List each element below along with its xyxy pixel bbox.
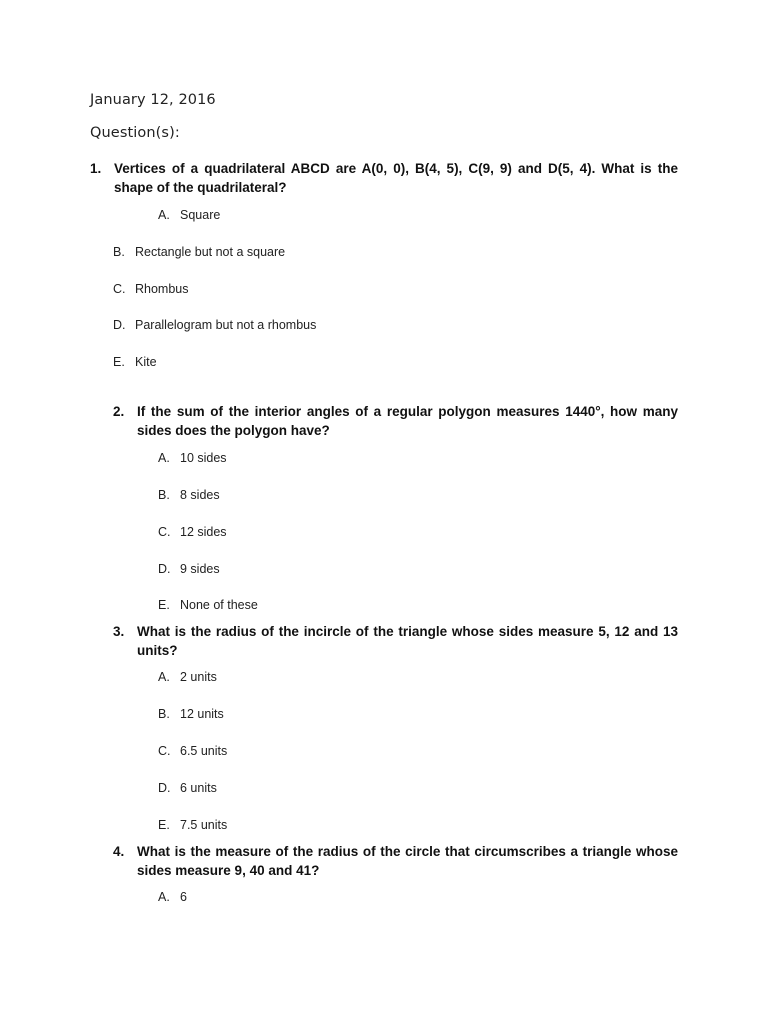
option-text: 12 units: [180, 707, 224, 721]
option-1d: [113, 318, 316, 332]
option-letter: C.: [113, 282, 126, 296]
option-3b: [158, 707, 224, 721]
option-1c: [113, 282, 189, 296]
question-4: [113, 842, 678, 880]
option-letter: B.: [113, 245, 125, 259]
option-2a: [158, 451, 227, 465]
option-letter: A.: [158, 208, 170, 222]
option-text: 6.5 units: [180, 744, 228, 758]
question-number: 4.: [113, 844, 125, 859]
question-2: [113, 402, 678, 440]
option-3e: [158, 818, 227, 832]
option-letter: E.: [158, 818, 170, 832]
option-text: 8 sides: [180, 488, 220, 502]
option-2d: [158, 562, 220, 576]
question-text: If the sum of the interior angles of a regular polygon measures 1440°, how many sides does the polygon have?: [137, 404, 678, 438]
questions-heading: Question(s):: [90, 125, 180, 141]
question-text: What is the radius of the incircle of the triangle whose sides measure 5, 12 and 13 units?: [137, 624, 678, 658]
option-letter: B.: [158, 707, 170, 721]
document-date: January 12, 2016: [90, 92, 216, 108]
option-letter: E.: [113, 355, 125, 369]
option-text: 10 sides: [180, 451, 227, 465]
option-letter: C.: [158, 525, 171, 539]
question-number: 3.: [113, 624, 125, 639]
option-text: 9 sides: [180, 562, 220, 576]
option-letter: C.: [158, 744, 171, 758]
option-4a: [158, 890, 187, 904]
option-text: 12 sides: [180, 525, 227, 539]
option-1a: [158, 208, 220, 222]
option-letter: D.: [158, 781, 171, 795]
option-2c: [158, 525, 227, 539]
question-number: 2.: [113, 404, 125, 419]
option-letter: A.: [158, 670, 170, 684]
option-letter: B.: [158, 488, 170, 502]
question-1: [90, 159, 678, 197]
option-text: Kite: [135, 355, 157, 369]
option-text: Square: [180, 208, 221, 222]
option-letter: E.: [158, 598, 170, 612]
option-3c: [158, 744, 227, 758]
option-3d: [158, 781, 217, 795]
option-text: None of these: [180, 598, 258, 612]
option-1b: [113, 245, 285, 259]
option-text: 7.5 units: [180, 818, 228, 832]
option-text: 2 units: [180, 670, 217, 684]
question-3: [113, 622, 678, 660]
option-text: Rhombus: [135, 282, 189, 296]
question-number: 1.: [90, 161, 102, 176]
option-letter: A.: [158, 890, 170, 904]
option-3a: [158, 670, 217, 684]
question-text: Vertices of a quadrilateral ABCD are A(0, 0), B(4, 5), C(9, 9) and D(5, 4). What is the shape of the quadrilateral?: [114, 161, 678, 195]
question-text: What is the measure of the radius of the circle that circumscribes a triangle whose sides measure 9, 40 and 41?: [137, 844, 678, 878]
option-text: 6: [180, 890, 187, 904]
option-letter: A.: [158, 451, 170, 465]
option-letter: D.: [113, 318, 126, 332]
option-2e: [158, 598, 258, 612]
option-2b: [158, 488, 220, 502]
option-text: Rectangle but not a square: [135, 245, 286, 259]
option-text: 6 units: [180, 781, 217, 795]
option-1e: [113, 355, 157, 369]
option-letter: D.: [158, 562, 171, 576]
option-text: Parallelogram but not a rhombus: [135, 318, 317, 332]
